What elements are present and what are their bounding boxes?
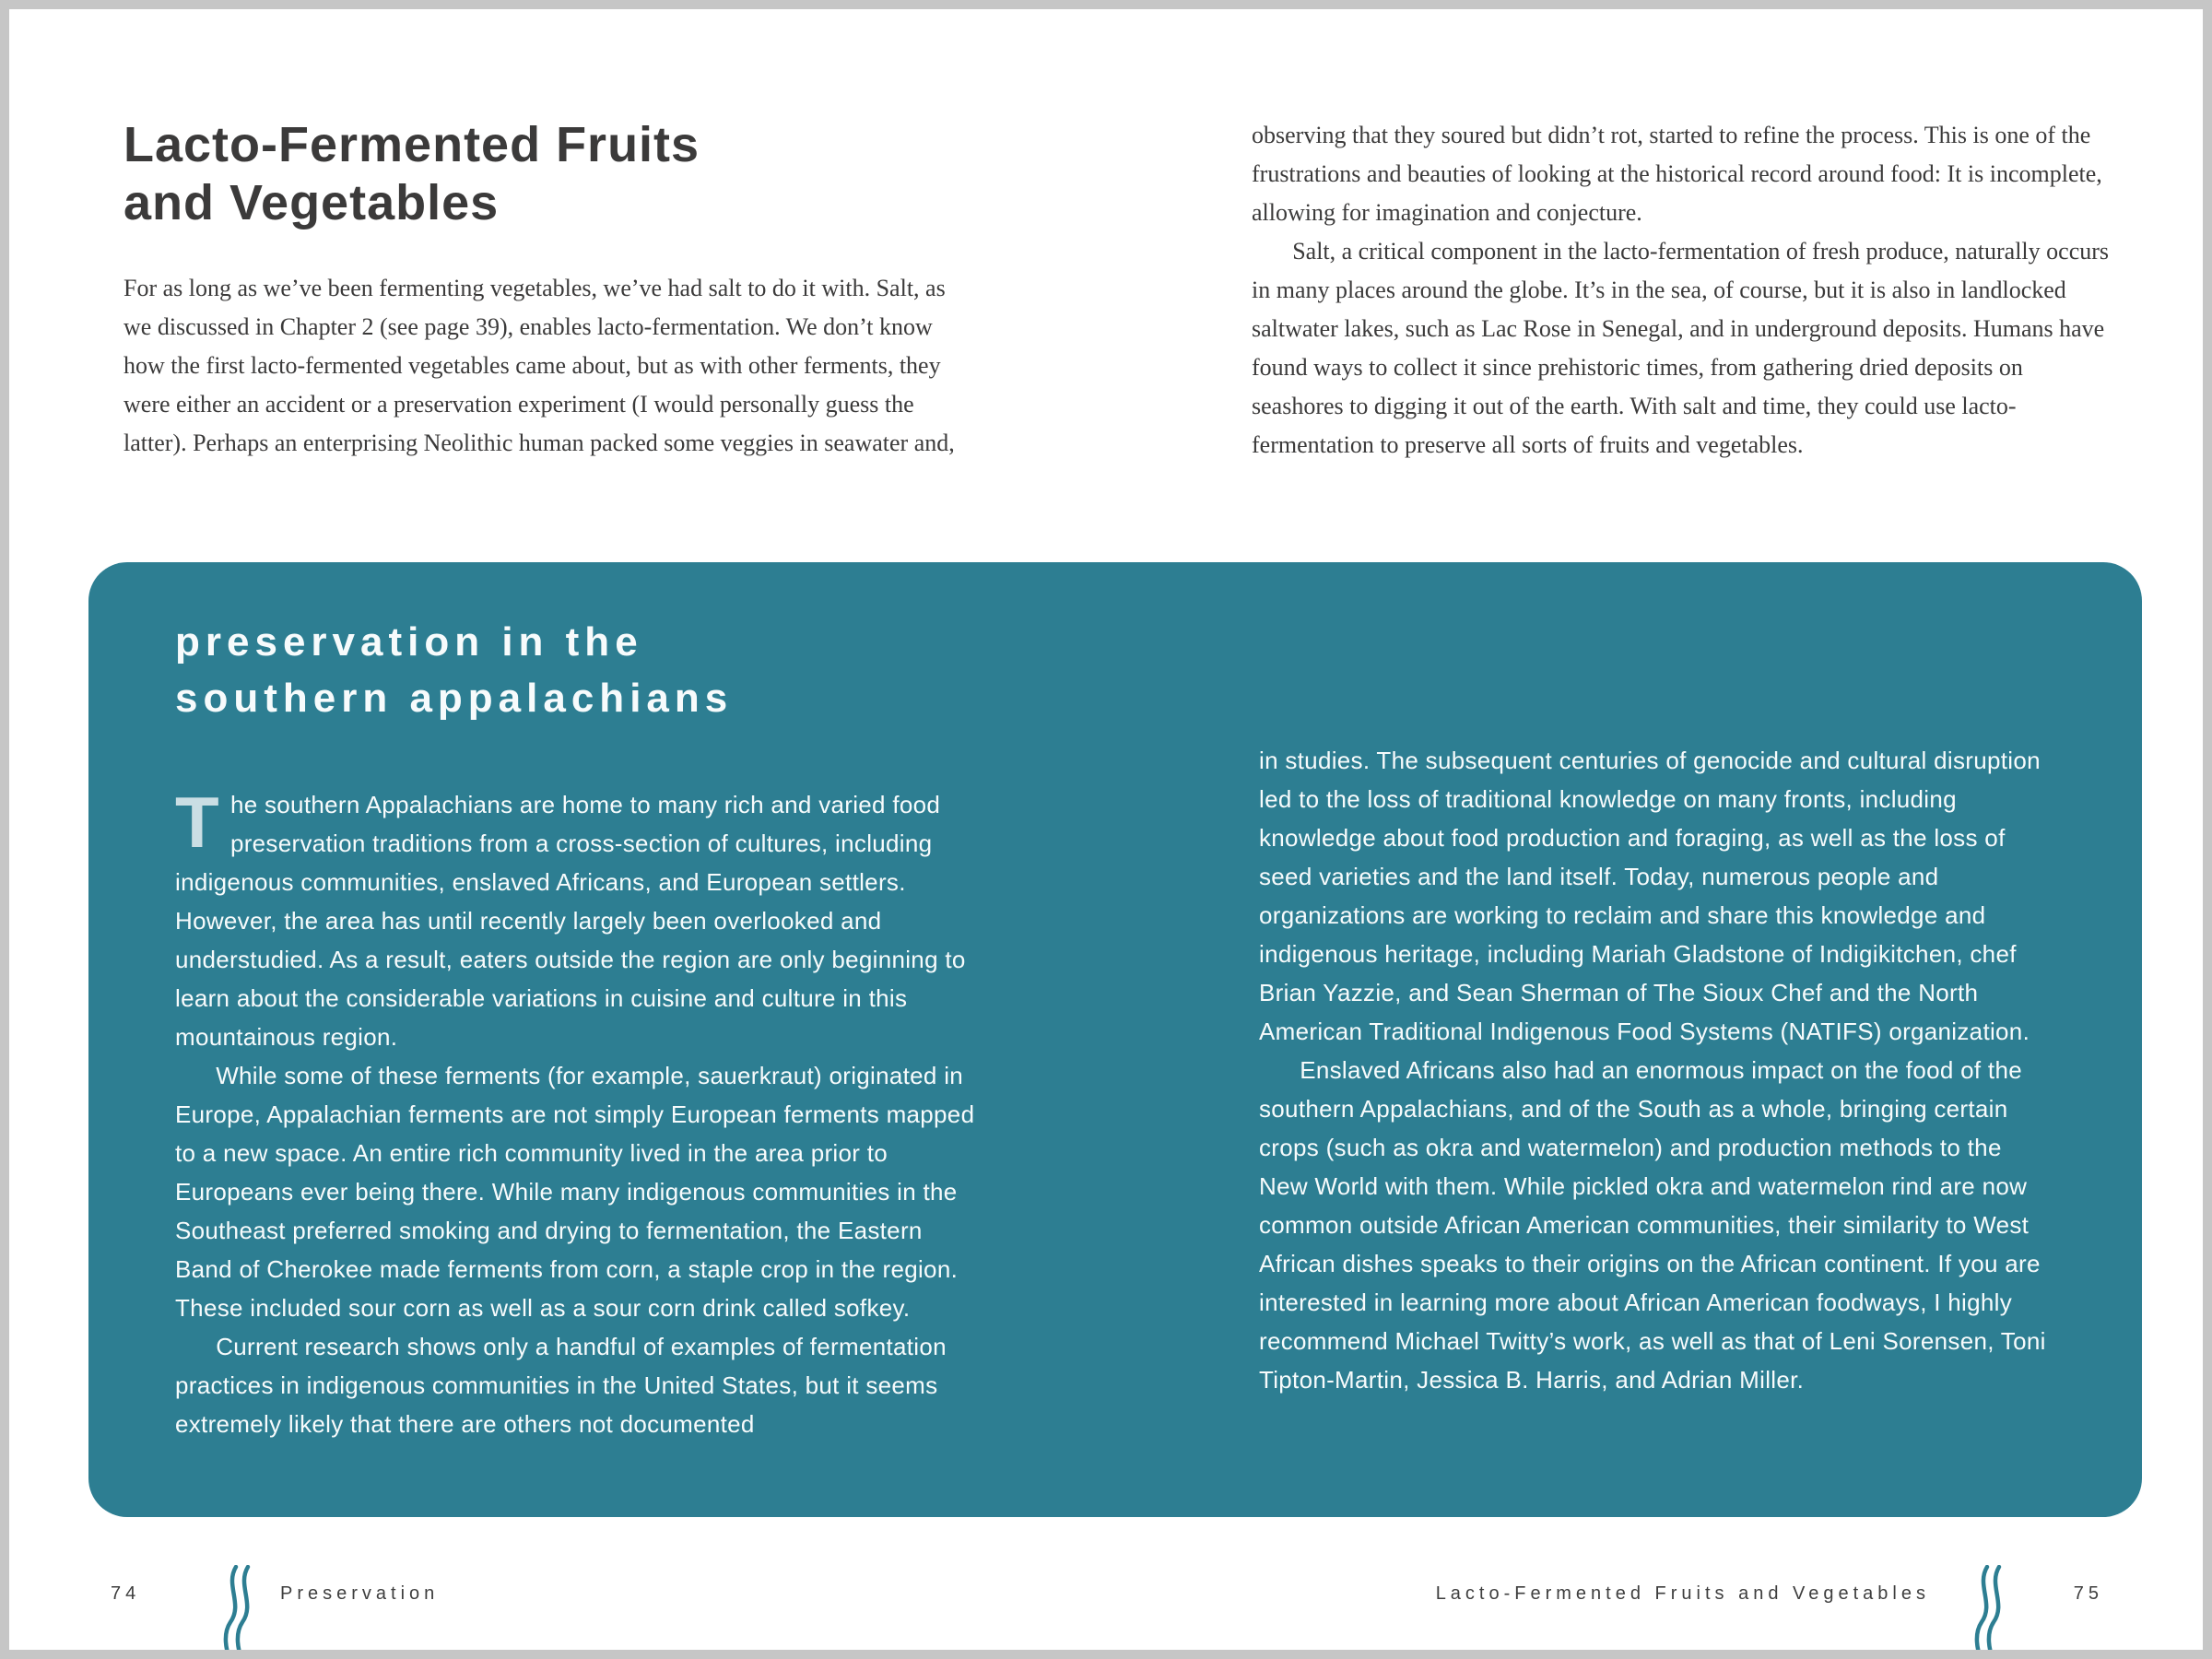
intro-right-paragraph-2: Salt, a critical component in the lacto-fermentation of fresh produce, naturally occurs in many places around the globe. It’s in the sea, of course, but it is also in landlocked saltwater lakes, such as Lac Rose in Senegal, and in underground deposits. Humans have found ways to collect it since prehistoric times, from gathering dried deposits on seashores to digging it out of the earth. With salt and time, they could use lacto-fermentation to preserve all sorts of fruits and vegetables.	[1252, 238, 2110, 458]
feature-box-heading	[175, 614, 733, 726]
feature-box-left-paragraph-3: Current research shows only a handful of examples of fermentation practices in indigenous communities in the United States, but it seems extremely likely that there are others not documented	[175, 1333, 947, 1438]
feature-box-left-paragraph-1-text: he southern Appalachians are home to many rich and varied food preservation traditions from a cross-section of cultures, including indigenous communities, enslaved Africans, and European settlers. However, the area has until recently largely been overlooked and understudied. As a result, eaters outside the region are only beginning to learn about the considerable variations in cuisine and culture in this mountainous region.	[175, 791, 966, 1051]
intro-right-paragraph-1: observing that they soured but didn’t rot, started to refine the process. This is one of the frustrations and beauties of looking at the historical record around food: It is incomplete, allowing for imagination and conjecture.	[1252, 122, 2102, 226]
page-title-line2: and Vegetables	[124, 175, 500, 230]
feature-box-right-column	[1259, 741, 2056, 1399]
intro-right-column	[1252, 116, 2109, 465]
footer-section-label: Preservation	[280, 1583, 440, 1604]
page-title-line1: Lacto-Fermented Fruits	[124, 117, 700, 172]
feature-box-heading-line2: southern appalachians	[175, 676, 734, 721]
drop-cap: T	[175, 782, 219, 863]
right-page-number: 75	[2073, 1583, 2103, 1604]
feature-box-left-paragraph-1	[175, 782, 986, 1056]
feature-box-right-paragraph-2: Enslaved Africans also had an enormous impact on the food of the southern Appalachians, and of the South as a whole, bringing certain crops (such as okra and watermelon) and production methods to the New World with them. While pickled okra and watermelon rind are now common outside African American communities, their similarity to West African dishes speaks to their origins on the African continent. If you are interested in learning more about African American foodways, I highly recommend Michael Twitty’s work, as well as that of Leni Sorensen, Toni Tipton-Martin, Jessica B. Harris, and Adrian Miller.	[1259, 1056, 2046, 1394]
feature-box	[88, 562, 2142, 1517]
left-page-number: 74	[111, 1583, 141, 1604]
feature-box-left-column	[175, 782, 986, 1443]
page-title	[124, 116, 700, 232]
squiggle-icon	[218, 1565, 254, 1659]
squiggle-icon	[1969, 1565, 2006, 1659]
feature-box-right-paragraph-1: in studies. The subsequent centuries of genocide and cultural disruption led to the loss of traditional knowledge on many fronts, including knowledge about food production and foraging, as well as the loss of seed varieties and the land itself. Today, numerous people and organizations are working to reclaim and share this knowledge and indigenous heritage, including Mariah Gladstone of Indigikitchen, chef Brian Yazzie, and Sean Sherman of The Sioux Chef and the North American Traditional Indigenous Food Systems (NATIFS) organization.	[1259, 747, 2041, 1045]
intro-left-paragraph: For as long as we’ve been fermenting vegetables, we’ve had salt to do it with. Salt, as we discussed in Chapter 2 (see page 39), enables lacto-fermentation. We don’t know how the first lacto-fermented vegetables came about, but as with other ferments, they were either an accident or a preservation experiment (I would personally guess the latter). Perhaps an enterprising Neolithic human packed some veggies in seawater and,	[124, 275, 955, 456]
feature-box-heading-line1: preservation in the	[175, 619, 643, 665]
feature-box-left-paragraph-2: While some of these ferments (for example, sauerkraut) originated in Europe, Appalachian ferments are not simply European ferments mapped to a new space. An entire rich community lived in the area prior to Europeans ever being there. While many indigenous communities in the Southeast preferred smoking and drying to fermentation, the Eastern Band of Cherokee made ferments from corn, a staple crop in the region. These included sour corn as well as a sour corn drink called sofkey.	[175, 1062, 975, 1322]
footer-chapter-label: Lacto-Fermented Fruits and Vegetables	[1435, 1583, 1930, 1604]
